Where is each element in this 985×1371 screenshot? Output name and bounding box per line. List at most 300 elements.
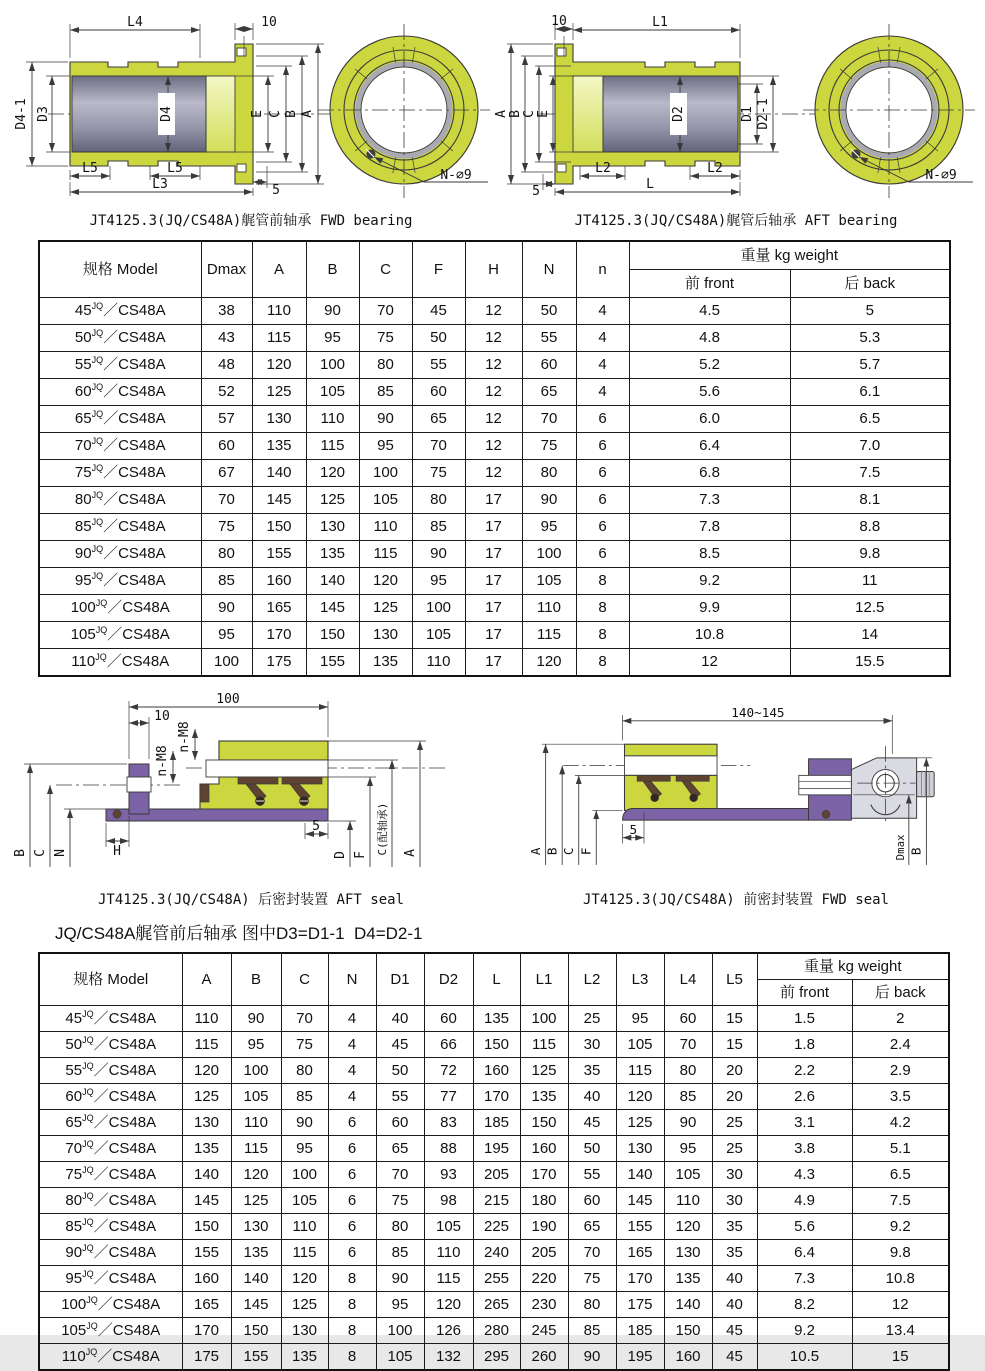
dim-value-cell: 110 [412, 649, 465, 677]
dim-value-cell: 130 [616, 1136, 664, 1162]
dim-value-cell: 145 [616, 1188, 664, 1214]
dim-value-cell: 105 [412, 622, 465, 649]
table-row [39, 433, 950, 460]
col-header-l5: L5 [712, 953, 757, 1006]
dim-value-cell: 85 [376, 1240, 424, 1266]
model-cell: $55^{JQ}/CS48A$ [39, 1058, 182, 1084]
table1-header [39, 241, 950, 298]
dim-value-cell: 77 [424, 1084, 473, 1110]
dim-value-cell: 110 [182, 1006, 231, 1032]
dim-value-cell: 25 [568, 1006, 616, 1032]
dim-value-cell: 130 [231, 1214, 281, 1240]
model-cell: $90^{JQ}/CS48A$ [39, 1240, 182, 1266]
back-weight-cell: 9.8 [790, 541, 950, 568]
fwd-bearing-front-view [318, 24, 490, 198]
dim-label: E [536, 110, 551, 118]
dim-label: L [646, 177, 654, 192]
dim-value-cell: 6 [576, 487, 629, 514]
dim-value-cell: 70 [412, 433, 465, 460]
dim-label: C(配轴承) [376, 802, 389, 856]
back-weight-cell: 8.8 [790, 514, 950, 541]
dim-value-cell: 95 [201, 622, 252, 649]
dim-value-cell: 110 [359, 514, 412, 541]
dim-value-cell: 6 [328, 1110, 376, 1136]
model-cell: $110^{JQ}/CS48A$ [39, 1344, 182, 1371]
dim-value-cell: 125 [359, 595, 412, 622]
table-row [39, 541, 950, 568]
back-weight-cell: 5.3 [790, 325, 950, 352]
dim-value-cell: 4 [576, 352, 629, 379]
dim-value-cell: 90 [231, 1006, 281, 1032]
dim-label: 10 [154, 709, 170, 724]
front-weight-cell: 7.3 [757, 1266, 852, 1292]
dim-value-cell: 95 [664, 1136, 712, 1162]
dim-label: A [494, 110, 509, 118]
model-cell: $110^{JQ}/CS48A$ [39, 649, 201, 677]
back-weight-cell: 12.5 [790, 595, 950, 622]
fwd-seal-figure [495, 689, 977, 909]
front-weight-cell: 6.8 [629, 460, 790, 487]
col-header-b: B [231, 953, 281, 1006]
dim-value-cell: 125 [252, 379, 306, 406]
dim-value-cell: 126 [424, 1318, 473, 1344]
col-header-back: 后 back [852, 980, 949, 1006]
aft-bearing-front-view [803, 24, 975, 198]
front-weight-cell: 4.5 [629, 298, 790, 325]
model-cell: $45^{JQ}/CS48A$ [39, 1006, 182, 1032]
dim-value-cell: 75 [281, 1032, 328, 1058]
dim-value-cell: 80 [281, 1058, 328, 1084]
dim-label: N-∅9 [925, 168, 957, 183]
front-weight-cell: 2.6 [757, 1084, 852, 1110]
dim-value-cell: 120 [359, 568, 412, 595]
back-weight-cell: 9.8 [852, 1240, 949, 1266]
dim-value-cell: 170 [616, 1266, 664, 1292]
dim-value-cell: 110 [281, 1214, 328, 1240]
dim-value-cell: 90 [359, 406, 412, 433]
aft-seal-figure [10, 689, 492, 909]
dim-value-cell: 280 [473, 1318, 520, 1344]
dim-value-cell: 93 [424, 1162, 473, 1188]
dim-value-cell: 4 [576, 298, 629, 325]
dim-value-cell: 135 [520, 1084, 568, 1110]
dim-value-cell: 165 [616, 1240, 664, 1266]
dim-value-cell: 105 [376, 1344, 424, 1371]
dim-value-cell: 135 [664, 1266, 712, 1292]
dim-value-cell: 66 [424, 1032, 473, 1058]
fwd-bearing-drawing [10, 14, 492, 210]
dim-value-cell: 125 [306, 487, 359, 514]
dim-label: C [522, 110, 537, 118]
dim-value-cell: 20 [712, 1058, 757, 1084]
dim-value-cell: 6 [328, 1214, 376, 1240]
front-weight-cell: 3.8 [757, 1136, 852, 1162]
dim-label: 5 [532, 184, 540, 199]
dim-value-cell: 132 [424, 1344, 473, 1371]
dim-value-cell: 12 [465, 406, 522, 433]
dim-value-cell: 135 [252, 433, 306, 460]
dim-value-cell: 160 [520, 1136, 568, 1162]
dim-value-cell: 6 [576, 406, 629, 433]
dim-value-cell: 80 [664, 1058, 712, 1084]
dim-value-cell: 83 [424, 1110, 473, 1136]
dim-value-cell: 155 [306, 649, 359, 677]
back-weight-cell: 7.0 [790, 433, 950, 460]
model-cell: $60^{JQ}/CS48A$ [39, 379, 201, 406]
dim-value-cell: 105 [281, 1188, 328, 1214]
model-cell: $80^{JQ}/CS48A$ [39, 487, 201, 514]
table-row [39, 1136, 949, 1162]
dim-value-cell: 110 [664, 1188, 712, 1214]
dim-value-cell: 60 [201, 433, 252, 460]
dim-value-cell: 38 [201, 298, 252, 325]
dim-value-cell: 130 [252, 406, 306, 433]
dim-value-cell: 130 [306, 514, 359, 541]
dim-value-cell: 100 [281, 1162, 328, 1188]
dim-label: D3 [36, 106, 51, 122]
front-weight-cell: 1.8 [757, 1032, 852, 1058]
dim-value-cell: 170 [520, 1162, 568, 1188]
dim-value-cell: 110 [252, 298, 306, 325]
dim-value-cell: 30 [712, 1162, 757, 1188]
dim-label: E [250, 110, 265, 118]
dim-value-cell: 105 [231, 1084, 281, 1110]
dim-value-cell: 165 [252, 595, 306, 622]
aft-bearing-figure [495, 14, 977, 230]
equivalence-note: JQ/CS48A艉管前后轴承 图中D3=D1-1 D4=D2-1 [55, 924, 423, 943]
model-cell: $45^{JQ}/CS48A$ [39, 298, 201, 325]
table-row [39, 352, 950, 379]
dim-value-cell: 95 [616, 1006, 664, 1032]
dim-value-cell: 80 [201, 541, 252, 568]
dim-label: A [403, 849, 418, 857]
dim-label: D2-1 [756, 98, 771, 130]
dim-value-cell: 120 [252, 352, 306, 379]
dim-value-cell: 50 [412, 325, 465, 352]
table-row [39, 325, 950, 352]
front-weight-cell: 9.2 [757, 1318, 852, 1344]
dim-value-cell: 25 [712, 1136, 757, 1162]
back-weight-cell: 6.5 [852, 1162, 949, 1188]
model-cell: $100^{JQ}/CS48A$ [39, 595, 201, 622]
table-row [39, 649, 950, 677]
dim-value-cell: 60 [522, 352, 576, 379]
dim-value-cell: 100 [306, 352, 359, 379]
front-weight-cell: 8.5 [629, 541, 790, 568]
table-row [39, 379, 950, 406]
dim-label: H [113, 844, 121, 859]
back-weight-cell: 11 [790, 568, 950, 595]
dim-value-cell: 25 [712, 1110, 757, 1136]
table-row [39, 595, 950, 622]
dim-label: N [53, 849, 68, 857]
dim-value-cell: 110 [522, 595, 576, 622]
dim-value-cell: 125 [182, 1084, 231, 1110]
dim-value-cell: 40 [712, 1266, 757, 1292]
back-weight-cell: 8.1 [790, 487, 950, 514]
dim-value-cell: 115 [522, 622, 576, 649]
dim-value-cell: 150 [231, 1318, 281, 1344]
dim-value-cell: 48 [201, 352, 252, 379]
model-cell: $85^{JQ}/CS48A$ [39, 1214, 182, 1240]
dim-label: L4 [127, 15, 143, 30]
dim-value-cell: 80 [568, 1292, 616, 1318]
dim-value-cell: 55 [522, 325, 576, 352]
back-weight-cell: 6.5 [790, 406, 950, 433]
table-row [39, 406, 950, 433]
front-weight-cell: 5.6 [757, 1214, 852, 1240]
dim-value-cell: 120 [664, 1214, 712, 1240]
table-row [39, 514, 950, 541]
dim-value-cell: 60 [412, 379, 465, 406]
fwd-bearing-dimensions [14, 15, 324, 198]
dim-value-cell: 6 [576, 460, 629, 487]
dim-value-cell: 55 [568, 1162, 616, 1188]
dim-value-cell: 110 [231, 1110, 281, 1136]
dim-value-cell: 95 [231, 1032, 281, 1058]
dim-value-cell: 155 [252, 541, 306, 568]
dim-value-cell: 12 [465, 433, 522, 460]
dim-value-cell: 95 [412, 568, 465, 595]
dim-value-cell: 60 [376, 1110, 424, 1136]
dim-value-cell: 6 [576, 514, 629, 541]
dim-value-cell: 75 [376, 1188, 424, 1214]
front-weight-cell: 6.0 [629, 406, 790, 433]
back-weight-cell: 2 [852, 1006, 949, 1032]
model-cell: $75^{JQ}/CS48A$ [39, 1162, 182, 1188]
dim-value-cell: 50 [376, 1058, 424, 1084]
dim-value-cell: 95 [522, 514, 576, 541]
model-cell: $105^{JQ}/CS48A$ [39, 622, 201, 649]
dim-value-cell: 95 [306, 325, 359, 352]
back-weight-cell: 12 [852, 1292, 949, 1318]
dim-value-cell: 170 [252, 622, 306, 649]
dim-value-cell: 90 [412, 541, 465, 568]
dim-value-cell: 115 [281, 1240, 328, 1266]
model-cell: $55^{JQ}/CS48A$ [39, 352, 201, 379]
dim-value-cell: 100 [359, 460, 412, 487]
dim-value-cell: 52 [201, 379, 252, 406]
dim-value-cell: 140 [664, 1292, 712, 1318]
model-cell: $65^{JQ}/CS48A$ [39, 406, 201, 433]
dim-value-cell: 100 [376, 1318, 424, 1344]
seal-drawings-row [0, 677, 985, 909]
dim-value-cell: 110 [306, 406, 359, 433]
model-cell: $75^{JQ}/CS48A$ [39, 460, 201, 487]
model-cell: $50^{JQ}/CS48A$ [39, 325, 201, 352]
dim-value-cell: 105 [359, 487, 412, 514]
dim-value-cell: 40 [376, 1006, 424, 1032]
dim-value-cell: 175 [182, 1344, 231, 1371]
col-header-front: 前 front [757, 980, 852, 1006]
dim-label: B [508, 110, 523, 118]
table-row [39, 1058, 949, 1084]
table-row [39, 1110, 949, 1136]
dim-value-cell: 6 [576, 433, 629, 460]
dim-label: B [544, 847, 560, 856]
dim-value-cell: 30 [568, 1032, 616, 1058]
dim-label: 10 [551, 14, 567, 29]
dim-value-cell: 70 [281, 1006, 328, 1032]
dim-value-cell: 85 [359, 379, 412, 406]
aft-bearing-drawing [495, 14, 977, 210]
dim-value-cell: 120 [231, 1162, 281, 1188]
front-weight-cell: 4.9 [757, 1188, 852, 1214]
col-header-l4: L4 [664, 953, 712, 1006]
table-row [39, 1084, 949, 1110]
dim-value-cell: 35 [568, 1058, 616, 1084]
dim-value-cell: 4 [576, 379, 629, 406]
dim-label: D4-1 [14, 98, 29, 130]
dim-value-cell: 85 [281, 1084, 328, 1110]
dim-value-cell: 75 [522, 433, 576, 460]
dim-value-cell: 45 [712, 1344, 757, 1371]
dim-value-cell: 230 [520, 1292, 568, 1318]
model-cell: $65^{JQ}/CS48A$ [39, 1110, 182, 1136]
dim-value-cell: 195 [473, 1136, 520, 1162]
dim-value-cell: 115 [306, 433, 359, 460]
dim-value-cell: 90 [306, 298, 359, 325]
dim-value-cell: 95 [281, 1136, 328, 1162]
dim-value-cell: 85 [664, 1084, 712, 1110]
aft-bearing-caption: JT4125.3(JQ/CS48A)艉管后轴承 AFT bearing [574, 213, 898, 229]
dim-value-cell: 115 [424, 1266, 473, 1292]
dim-value-cell: 4 [328, 1032, 376, 1058]
dim-value-cell: 115 [616, 1058, 664, 1084]
dim-label: D1 [740, 106, 755, 122]
dim-value-cell: 140 [182, 1162, 231, 1188]
dim-label: 100 [216, 692, 240, 707]
dim-value-cell: 70 [568, 1240, 616, 1266]
dim-value-cell: 65 [376, 1136, 424, 1162]
back-weight-cell: 6.1 [790, 379, 950, 406]
dim-value-cell: 150 [473, 1032, 520, 1058]
dim-value-cell: 60 [568, 1188, 616, 1214]
dim-value-cell: 57 [201, 406, 252, 433]
fwd-aft-seal-table [38, 952, 950, 1371]
table-row [39, 1344, 949, 1371]
front-weight-cell: 7.3 [629, 487, 790, 514]
dim-value-cell: 110 [424, 1240, 473, 1266]
dim-value-cell: 120 [522, 649, 576, 677]
dim-value-cell: 90 [376, 1266, 424, 1292]
dim-value-cell: 265 [473, 1292, 520, 1318]
dim-value-cell: 50 [522, 298, 576, 325]
model-cell: $50^{JQ}/CS48A$ [39, 1032, 182, 1058]
table-row [39, 1318, 949, 1344]
col-header-n: N [328, 953, 376, 1006]
dim-value-cell: 17 [465, 649, 522, 677]
dim-label: D4 [159, 106, 174, 122]
dim-label: D2 [671, 106, 686, 122]
dim-value-cell: 135 [231, 1240, 281, 1266]
back-weight-cell: 14 [790, 622, 950, 649]
dim-value-cell: 90 [201, 595, 252, 622]
dim-value-cell: 100 [231, 1058, 281, 1084]
model-cell: $90^{JQ}/CS48A$ [39, 541, 201, 568]
front-weight-cell: 12 [629, 649, 790, 677]
dim-value-cell: 115 [252, 325, 306, 352]
dim-value-cell: 67 [201, 460, 252, 487]
dim-value-cell: 4 [576, 325, 629, 352]
dim-value-cell: 225 [473, 1214, 520, 1240]
col-header-l1: L1 [520, 953, 568, 1006]
bearing-drawings-row [0, 0, 985, 230]
dim-value-cell: 8 [328, 1292, 376, 1318]
dim-value-cell: 150 [182, 1214, 231, 1240]
dim-label: n-M8 [155, 745, 170, 777]
dim-value-cell: 130 [664, 1240, 712, 1266]
dim-value-cell: 60 [664, 1006, 712, 1032]
dim-label: L5 [167, 161, 183, 176]
dim-value-cell: 8 [576, 649, 629, 677]
back-weight-cell: 13.4 [852, 1318, 949, 1344]
model-cell: $70^{JQ}/CS48A$ [39, 433, 201, 460]
model-cell: $70^{JQ}/CS48A$ [39, 1136, 182, 1162]
table2-body [39, 1006, 949, 1371]
dim-value-cell: 120 [182, 1058, 231, 1084]
back-weight-cell: 7.5 [852, 1188, 949, 1214]
back-weight-cell: 10.8 [852, 1266, 949, 1292]
dim-label: B [284, 110, 299, 118]
dim-value-cell: 135 [182, 1136, 231, 1162]
dim-value-cell: 70 [376, 1162, 424, 1188]
dim-value-cell: 45 [568, 1110, 616, 1136]
dim-value-cell: 125 [520, 1058, 568, 1084]
dim-value-cell: 100 [412, 595, 465, 622]
dim-value-cell: 90 [281, 1110, 328, 1136]
dim-value-cell: 100 [201, 649, 252, 677]
dim-value-cell: 17 [465, 487, 522, 514]
table-row [39, 460, 950, 487]
dim-value-cell: 8 [576, 568, 629, 595]
dim-value-cell: 185 [473, 1110, 520, 1136]
col-header-n: N [522, 241, 576, 298]
dim-value-cell: 8 [576, 622, 629, 649]
dim-value-cell: 80 [522, 460, 576, 487]
dim-value-cell: 80 [359, 352, 412, 379]
front-weight-cell: 3.1 [757, 1110, 852, 1136]
dim-value-cell: 135 [306, 541, 359, 568]
dim-value-cell: 205 [473, 1162, 520, 1188]
dim-value-cell: 150 [664, 1318, 712, 1344]
dim-value-cell: 6 [328, 1188, 376, 1214]
dim-label: 5 [629, 821, 638, 837]
dim-value-cell: 12 [465, 298, 522, 325]
dim-value-cell: 135 [473, 1006, 520, 1032]
table-row [39, 568, 950, 595]
dim-value-cell: 45 [412, 298, 465, 325]
dim-label: F [578, 847, 594, 856]
dim-value-cell: 155 [616, 1214, 664, 1240]
col-header-h: H [465, 241, 522, 298]
dim-value-cell: 70 [522, 406, 576, 433]
dim-value-cell: 295 [473, 1344, 520, 1371]
dim-value-cell: 80 [376, 1214, 424, 1240]
dim-value-cell: 150 [306, 622, 359, 649]
dim-value-cell: 40 [568, 1084, 616, 1110]
dim-value-cell: 90 [568, 1344, 616, 1371]
dim-value-cell: 135 [359, 649, 412, 677]
back-weight-cell: 5 [790, 298, 950, 325]
dim-value-cell: 75 [412, 460, 465, 487]
back-weight-cell: 3.5 [852, 1084, 949, 1110]
dim-value-cell: 12 [465, 325, 522, 352]
dim-label: A [300, 110, 315, 118]
fwd-seal-caption: JT4125.3(JQ/CS48A) 前密封装置 FWD seal [582, 892, 889, 908]
back-weight-cell: 7.5 [790, 460, 950, 487]
front-weight-cell: 4.3 [757, 1162, 852, 1188]
